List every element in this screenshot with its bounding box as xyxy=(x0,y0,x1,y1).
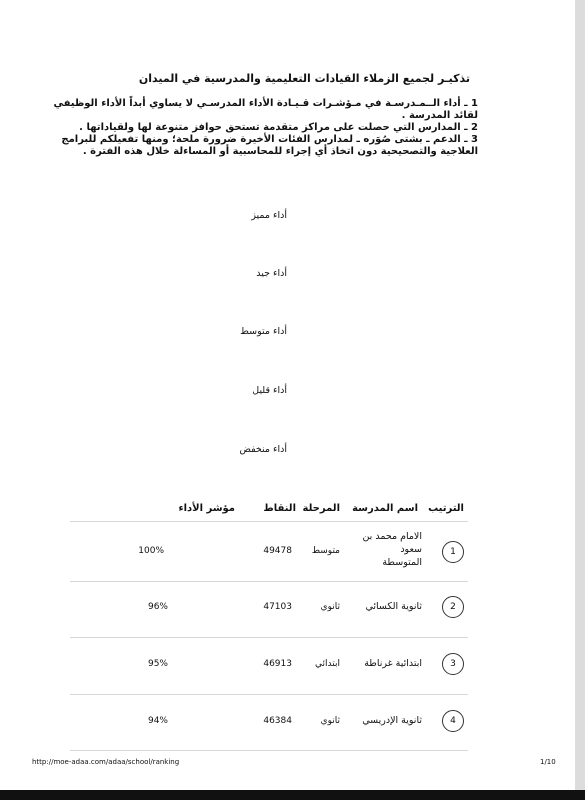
stage: ثانوي xyxy=(320,716,340,726)
page-title: تذكيـر لجميع الزملاء القيادات التعليمية والمدرسية في الميدان xyxy=(138,72,470,85)
points: 49478 xyxy=(263,546,292,556)
viewer-bottom-bar xyxy=(0,790,585,800)
row-divider xyxy=(70,637,468,638)
note-1: 1 ـ أداء الــمـدرسـة في مـؤشـرات قـيـادة الأداء المدرسـي لا يساوي أبداً الأداء الوظيفي لقائد المدرسة . xyxy=(53,98,478,121)
row-divider xyxy=(70,581,468,582)
footer-page-number: 1/10 xyxy=(540,758,556,766)
header-stage: المرحلة xyxy=(302,503,340,514)
level-average: أداء متوسط xyxy=(240,326,287,337)
stage: ابتدائي xyxy=(315,659,340,669)
rank-badge: 4 xyxy=(442,710,464,732)
level-excellent: أداء مميز xyxy=(251,210,287,221)
table-header xyxy=(70,503,470,519)
stage: متوسط xyxy=(311,546,340,556)
table-row xyxy=(70,590,470,630)
points: 46913 xyxy=(263,659,292,669)
header-rank: الترتيب xyxy=(428,503,464,514)
level-good: أداء جيد xyxy=(256,268,287,279)
header-divider xyxy=(70,521,468,522)
school-name: ابتدائية غرناطة xyxy=(364,658,422,669)
rank-badge: 2 xyxy=(442,596,464,618)
school-name: ثانوية الكسائي xyxy=(365,601,422,612)
viewer-right-edge xyxy=(575,0,585,800)
header-school: اسم المدرسة xyxy=(352,503,418,514)
header-points: النقاط xyxy=(263,503,296,514)
rank-badge: 1 xyxy=(442,541,464,563)
performance-indicator: 95% xyxy=(147,659,168,669)
header-indicator: مؤشر الأداء xyxy=(178,503,235,514)
points: 47103 xyxy=(263,602,292,612)
row-divider xyxy=(70,750,468,751)
performance-indicator: 100% xyxy=(138,546,164,556)
rank-badge: 3 xyxy=(442,653,464,675)
school-name: ثانوية الإدريسي xyxy=(362,715,422,726)
footer-url: http://moe-adaa.com/adaa/school/ranking xyxy=(32,758,180,766)
level-very-low: أداء منخفض xyxy=(239,444,287,455)
stage: ثانوي xyxy=(320,602,340,612)
note-3: 3 ـ الدعم ـ بشتى صُوَره ـ لمدارس الفئات الأخيرة ضرورة ملحة؛ ومنها تفعيلكم للبرامج العلاجية والتصحيحية دون اتخاذ أي إجراء للمحاسبية أو المساءلة خلال هذه الفترة . xyxy=(61,134,478,157)
level-low: أداء قليل xyxy=(252,385,287,396)
school-name: الامام محمد بن سعود المتوسطة xyxy=(362,531,422,568)
row-divider xyxy=(70,694,468,695)
points: 46384 xyxy=(263,716,292,726)
table-row xyxy=(70,530,470,580)
table-row xyxy=(70,704,470,744)
performance-indicator: 96% xyxy=(147,602,168,612)
performance-indicator: 94% xyxy=(147,716,168,726)
note-2: 2 ـ المدارس التي حصلت على مراكز متقدمة تستحق حوافز متنوعة لها ولقياداتها . xyxy=(79,122,478,133)
table-row xyxy=(70,647,470,687)
